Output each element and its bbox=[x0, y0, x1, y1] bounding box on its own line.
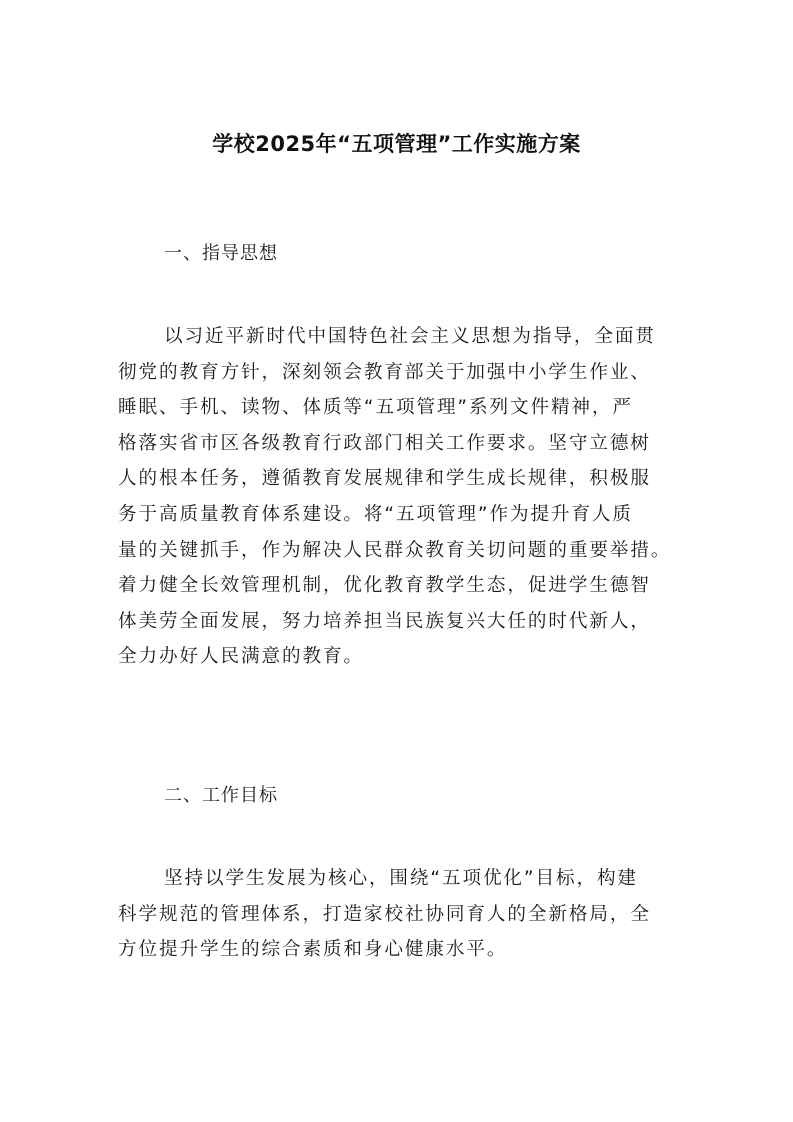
section-heading-guiding-ideology: 一、指导思想 bbox=[164, 243, 278, 264]
paragraph-work-goals bbox=[118, 861, 718, 968]
paragraph-line: 彻党的教育方针，深刻领会教育部关于加强中小学生作业、 bbox=[118, 361, 651, 383]
document-title: 学校2025年“五项管理”工作实施方案 bbox=[212, 132, 581, 156]
section-heading-work-goals: 二、工作目标 bbox=[164, 785, 278, 806]
paragraph-line: 坚持以学生发展为核心，围绕“五项优化”目标，构建 bbox=[164, 868, 638, 889]
paragraph-line: 务于高质量教育体系建设。将“五项管理”作为提升育人质 bbox=[118, 503, 633, 525]
paragraph-line: 以习近平新时代中国特色社会主义思想为指导，全面贯 bbox=[164, 326, 656, 347]
paragraph-line: 睡眠、手机、读物、体质等“五项管理”系列文件精神，严 bbox=[118, 397, 633, 419]
paragraph-line: 人的根本任务，遵循教育发展规律和学生成长规律，积极服 bbox=[118, 468, 651, 490]
paragraph-line: 科学规范的管理体系，打造家校社协同育人的全新格局，全 bbox=[118, 903, 651, 925]
paragraph-line: 格落实省市区各级教育行政部门相关工作要求。坚守立德树 bbox=[118, 432, 651, 454]
paragraph-guiding-ideology bbox=[118, 319, 718, 675]
paragraph-line: 方位提升学生的综合素质和身心健康水平。 bbox=[118, 939, 508, 961]
paragraph-line: 着力健全长效管理机制，优化教育教学生态，促进学生德智 bbox=[118, 575, 651, 597]
paragraph-line: 体美劳全面发展，努力培养担当民族复兴大任的时代新人， bbox=[118, 610, 651, 632]
paragraph-line: 量的关键抓手，作为解决人民群众教育关切问题的重要举措。 bbox=[118, 539, 672, 561]
paragraph-line: 全力办好人民满意的教育。 bbox=[118, 646, 364, 668]
